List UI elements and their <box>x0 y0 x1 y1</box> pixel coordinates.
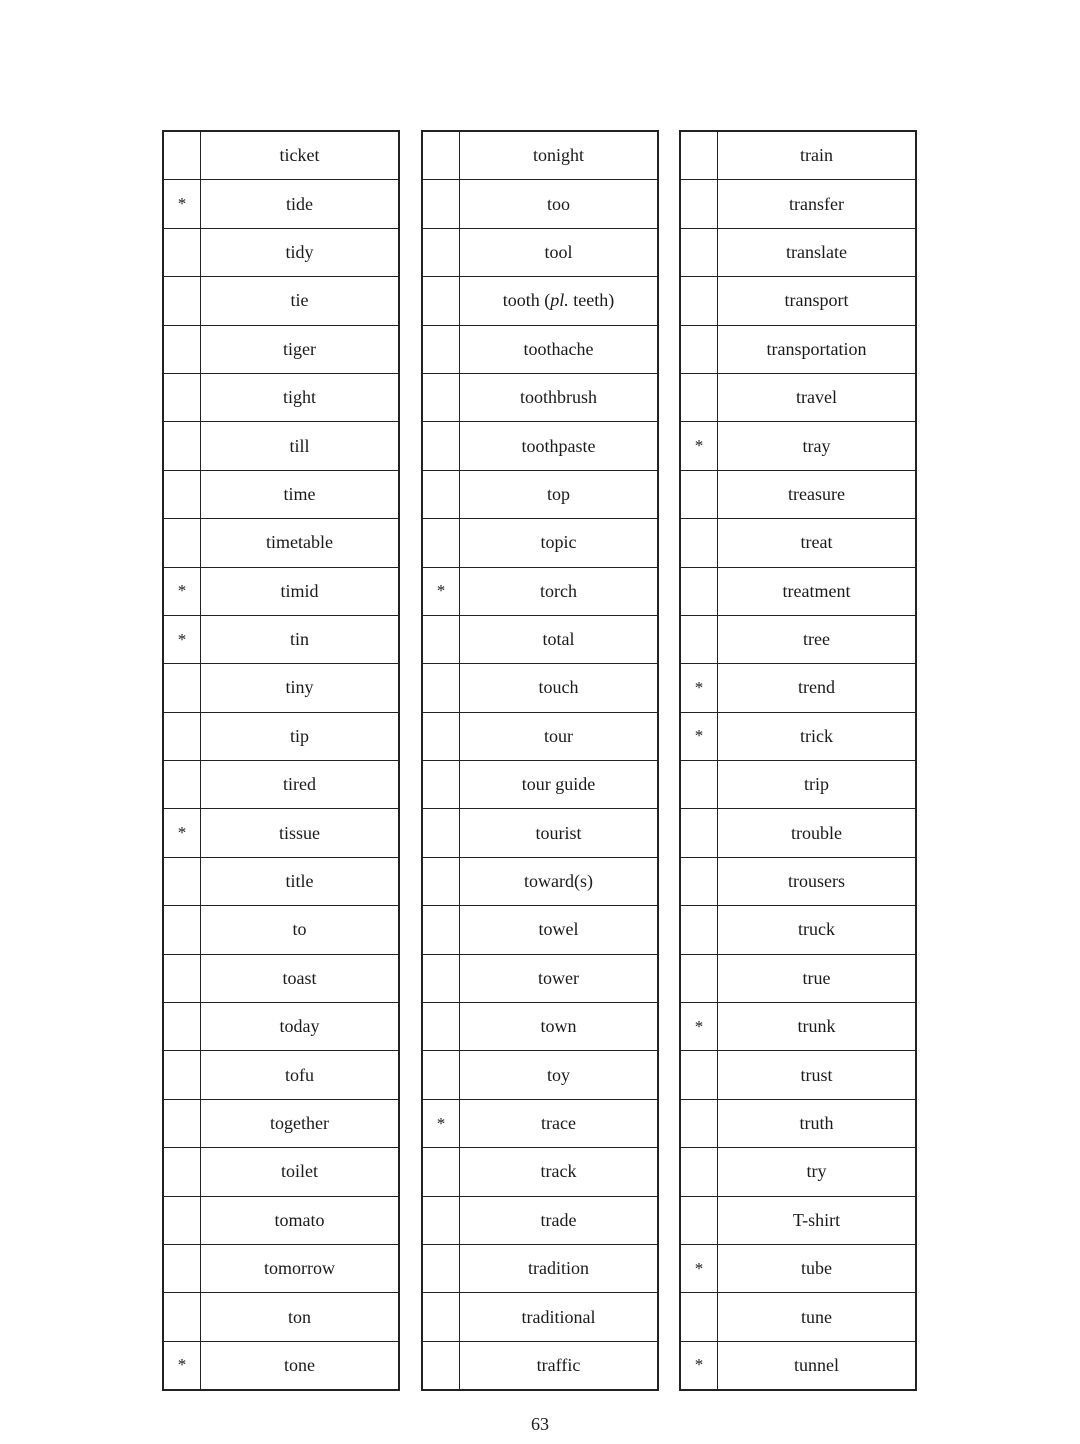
word-cell: tight <box>201 373 399 421</box>
word-row <box>164 1099 398 1147</box>
star-marker <box>164 857 201 905</box>
word-cell: till <box>201 422 399 470</box>
word-row <box>423 228 657 276</box>
star-marker <box>423 1003 460 1051</box>
word-cell: topic <box>460 519 658 567</box>
word-row <box>423 325 657 373</box>
word-cell: toothache <box>460 325 658 373</box>
word-row <box>164 422 398 470</box>
star-marker <box>681 519 718 567</box>
word-cell: towel <box>460 906 658 954</box>
star-marker <box>423 1341 460 1389</box>
word-row <box>681 1196 915 1244</box>
word-cell: tissue <box>201 809 399 857</box>
star-marker <box>423 422 460 470</box>
word-row <box>164 373 398 421</box>
star-marker <box>164 1003 201 1051</box>
word-row <box>423 1244 657 1292</box>
star-marker: * <box>164 615 201 663</box>
star-marker <box>164 470 201 518</box>
star-marker <box>681 761 718 809</box>
word-cell: toilet <box>201 1148 399 1196</box>
word-table-3-grid <box>681 132 915 1389</box>
word-cell: trade <box>460 1196 658 1244</box>
word-row <box>681 1244 915 1292</box>
star-marker <box>423 519 460 567</box>
word-row <box>423 1051 657 1099</box>
word-cell: truck <box>718 906 916 954</box>
word-cell: together <box>201 1099 399 1147</box>
star-marker <box>164 373 201 421</box>
word-cell: tone <box>284 1354 315 1375</box>
star-marker <box>423 954 460 1002</box>
word-cell: trip <box>718 761 916 809</box>
word-cell: train <box>718 132 916 180</box>
word-table-1 <box>162 130 400 1391</box>
star-marker: * <box>164 1341 201 1389</box>
word-row <box>681 1148 915 1196</box>
word-cell: today <box>201 1003 399 1051</box>
word-cell: tired <box>201 761 399 809</box>
word-cell: transfer <box>718 180 916 228</box>
star-marker <box>681 277 718 325</box>
star-marker <box>681 470 718 518</box>
star-marker <box>164 954 201 1002</box>
word-cell: transportation <box>718 325 916 373</box>
word-row <box>681 906 915 954</box>
word-cell: tour guide <box>460 761 658 809</box>
word-cell: torch <box>460 567 658 615</box>
word-cell: tower <box>460 954 658 1002</box>
word-cell: trousers <box>718 857 916 905</box>
word-cell: town <box>460 1003 658 1051</box>
word-cell: to <box>201 906 399 954</box>
word-row <box>681 1051 915 1099</box>
word-cell: tradition <box>460 1244 658 1292</box>
word-row <box>681 1099 915 1147</box>
word-cell: total <box>460 615 658 663</box>
word-row <box>681 712 915 760</box>
word-cell: treasure <box>718 470 916 518</box>
star-marker <box>423 1244 460 1292</box>
word-cell: tin <box>201 615 399 663</box>
word-row <box>164 132 398 180</box>
star-marker <box>164 1051 201 1099</box>
word-cell: tourist <box>460 809 658 857</box>
star-marker <box>423 1148 460 1196</box>
word-row <box>681 857 915 905</box>
word-cell: trunk <box>718 1003 916 1051</box>
star-marker <box>423 277 460 325</box>
star-marker <box>423 325 460 373</box>
word-cell: tube <box>718 1244 916 1292</box>
word-row <box>423 1148 657 1196</box>
word-row <box>423 519 657 567</box>
word-cell: too <box>460 180 658 228</box>
star-marker <box>423 906 460 954</box>
star-marker <box>681 567 718 615</box>
star-marker <box>423 470 460 518</box>
word-row <box>681 954 915 1002</box>
word-cell: toy <box>460 1051 658 1099</box>
word-row <box>681 1293 915 1341</box>
star-marker <box>681 325 718 373</box>
word-row <box>423 761 657 809</box>
word-row <box>164 906 398 954</box>
word-row <box>423 132 657 180</box>
word-cell: timid <box>201 567 399 615</box>
star-marker <box>423 809 460 857</box>
word-row <box>681 809 915 857</box>
star-marker <box>164 712 201 760</box>
word-row <box>681 373 915 421</box>
word-cell: tune <box>718 1293 916 1341</box>
star-marker <box>164 519 201 567</box>
star-marker: * <box>681 1341 718 1389</box>
word-row <box>164 1051 398 1099</box>
star-marker <box>164 1196 201 1244</box>
word-row <box>423 1003 657 1051</box>
word-cell: traditional <box>460 1293 658 1341</box>
star-marker <box>164 761 201 809</box>
word-row <box>164 519 398 567</box>
word-cell: trace <box>460 1099 658 1147</box>
word-row <box>423 1099 657 1147</box>
star-marker <box>681 906 718 954</box>
word-row <box>164 761 398 809</box>
word-cell: time <box>201 470 399 518</box>
star-marker <box>681 809 718 857</box>
word-row <box>423 277 657 325</box>
word-cell: truth <box>718 1099 916 1147</box>
word-cell: track <box>460 1148 658 1196</box>
word-cell: travel <box>718 373 916 421</box>
word-row <box>423 906 657 954</box>
word-row <box>681 132 915 180</box>
star-marker: * <box>681 1244 718 1292</box>
star-marker <box>423 228 460 276</box>
word-row <box>681 567 915 615</box>
word-row <box>423 470 657 518</box>
star-marker: * <box>164 567 201 615</box>
word-row <box>164 325 398 373</box>
star-marker <box>164 277 201 325</box>
word-row <box>164 1293 398 1341</box>
word-table-3 <box>679 130 917 1391</box>
word-row <box>681 615 915 663</box>
word-cell: tomato <box>201 1196 399 1244</box>
star-marker <box>423 132 460 180</box>
word-row <box>164 712 398 760</box>
star-marker <box>423 712 460 760</box>
star-marker <box>681 228 718 276</box>
star-marker: * <box>423 567 460 615</box>
star-marker <box>423 1196 460 1244</box>
star-marker <box>164 422 201 470</box>
star-marker <box>681 132 718 180</box>
star-marker: * <box>681 422 718 470</box>
page-number: 63 <box>531 1414 549 1434</box>
word-row <box>423 1293 657 1341</box>
word-cell: touch <box>460 664 658 712</box>
word-row <box>423 422 657 470</box>
star-marker <box>164 1099 201 1147</box>
word-cell: trouble <box>718 809 916 857</box>
word-cell: trick <box>718 712 916 760</box>
word-cell: toothpaste <box>460 422 658 470</box>
word-cell: tour <box>460 712 658 760</box>
star-marker <box>681 615 718 663</box>
word-table-2-grid <box>423 132 657 1389</box>
word-row <box>681 664 915 712</box>
word-cell: translate <box>718 228 916 276</box>
word-cell: treat <box>718 519 916 567</box>
star-marker: * <box>681 1003 718 1051</box>
word-row <box>423 180 657 228</box>
word-row <box>681 1003 915 1051</box>
star-marker <box>164 906 201 954</box>
star-marker <box>681 1293 718 1341</box>
star-marker <box>423 761 460 809</box>
star-marker: * <box>423 1099 460 1147</box>
star-marker <box>423 180 460 228</box>
word-row <box>423 857 657 905</box>
word-cell: tree <box>718 615 916 663</box>
word-cell: treatment <box>718 567 916 615</box>
word-cell: transport <box>718 277 916 325</box>
word-row <box>423 567 657 615</box>
word-cell: tidy <box>201 228 399 276</box>
star-marker <box>681 857 718 905</box>
word-cell: title <box>201 857 399 905</box>
word-row <box>164 1244 398 1292</box>
star-marker <box>164 1293 201 1341</box>
word-cell: toothbrush <box>460 373 658 421</box>
word-cell: toast <box>201 954 399 1002</box>
word-row <box>423 1341 657 1389</box>
word-row <box>681 1341 915 1389</box>
star-marker <box>423 857 460 905</box>
word-cell: tie <box>201 277 399 325</box>
word-row <box>423 954 657 1002</box>
star-marker <box>681 1051 718 1099</box>
word-cell: tunnel <box>794 1354 839 1375</box>
word-row <box>681 470 915 518</box>
star-marker: * <box>164 180 201 228</box>
word-row <box>164 615 398 663</box>
word-cell: tiger <box>201 325 399 373</box>
star-marker: * <box>681 712 718 760</box>
word-row <box>681 422 915 470</box>
word-row <box>423 809 657 857</box>
star-marker <box>423 615 460 663</box>
star-marker <box>164 325 201 373</box>
word-cell: tomorrow <box>201 1244 399 1292</box>
star-marker <box>423 664 460 712</box>
word-row <box>164 664 398 712</box>
word-row <box>423 373 657 421</box>
word-cell: toward(s) <box>460 857 658 905</box>
word-cell: tide <box>201 180 399 228</box>
word-cell: trend <box>718 664 916 712</box>
word-row <box>164 470 398 518</box>
word-row <box>164 1196 398 1244</box>
word-cell: tonight <box>460 132 658 180</box>
word-row <box>423 1196 657 1244</box>
word-cell: tray <box>718 422 916 470</box>
word-row <box>164 954 398 1002</box>
word-cell: trust <box>718 1051 916 1099</box>
star-marker <box>164 664 201 712</box>
star-marker <box>681 1148 718 1196</box>
star-marker <box>681 1099 718 1147</box>
star-marker: * <box>681 664 718 712</box>
word-cell: top <box>460 470 658 518</box>
star-marker <box>164 132 201 180</box>
word-row <box>164 857 398 905</box>
star-marker <box>681 1196 718 1244</box>
word-row <box>164 1341 398 1389</box>
word-row <box>681 228 915 276</box>
word-row <box>681 277 915 325</box>
word-row <box>681 180 915 228</box>
word-row <box>681 519 915 567</box>
word-cell: tiny <box>201 664 399 712</box>
word-cell: T-shirt <box>718 1196 916 1244</box>
word-cell: ticket <box>201 132 399 180</box>
word-row <box>423 712 657 760</box>
word-row <box>164 1148 398 1196</box>
star-marker <box>423 373 460 421</box>
word-row <box>681 761 915 809</box>
word-row <box>164 567 398 615</box>
star-marker <box>423 1051 460 1099</box>
word-cell: tooth (pl. teeth) <box>460 277 658 325</box>
word-row <box>164 809 398 857</box>
word-cell: tofu <box>201 1051 399 1099</box>
word-row <box>164 228 398 276</box>
star-marker <box>164 1244 201 1292</box>
star-marker <box>681 954 718 1002</box>
word-cell: traffic <box>536 1354 581 1375</box>
word-row <box>164 180 398 228</box>
word-table-1-grid <box>164 132 398 1389</box>
word-cell: tip <box>201 712 399 760</box>
word-row <box>164 277 398 325</box>
word-table-2 <box>421 130 659 1391</box>
word-row <box>164 1003 398 1051</box>
star-marker <box>681 180 718 228</box>
word-cell: tool <box>460 228 658 276</box>
word-row <box>681 325 915 373</box>
word-cell: true <box>718 954 916 1002</box>
word-cell: timetable <box>201 519 399 567</box>
word-cell: ton <box>201 1293 399 1341</box>
star-marker <box>681 373 718 421</box>
word-row <box>423 664 657 712</box>
star-marker <box>423 1293 460 1341</box>
word-row <box>423 615 657 663</box>
star-marker: * <box>164 809 201 857</box>
star-marker <box>164 1148 201 1196</box>
word-cell: try <box>718 1148 916 1196</box>
star-marker <box>164 228 201 276</box>
